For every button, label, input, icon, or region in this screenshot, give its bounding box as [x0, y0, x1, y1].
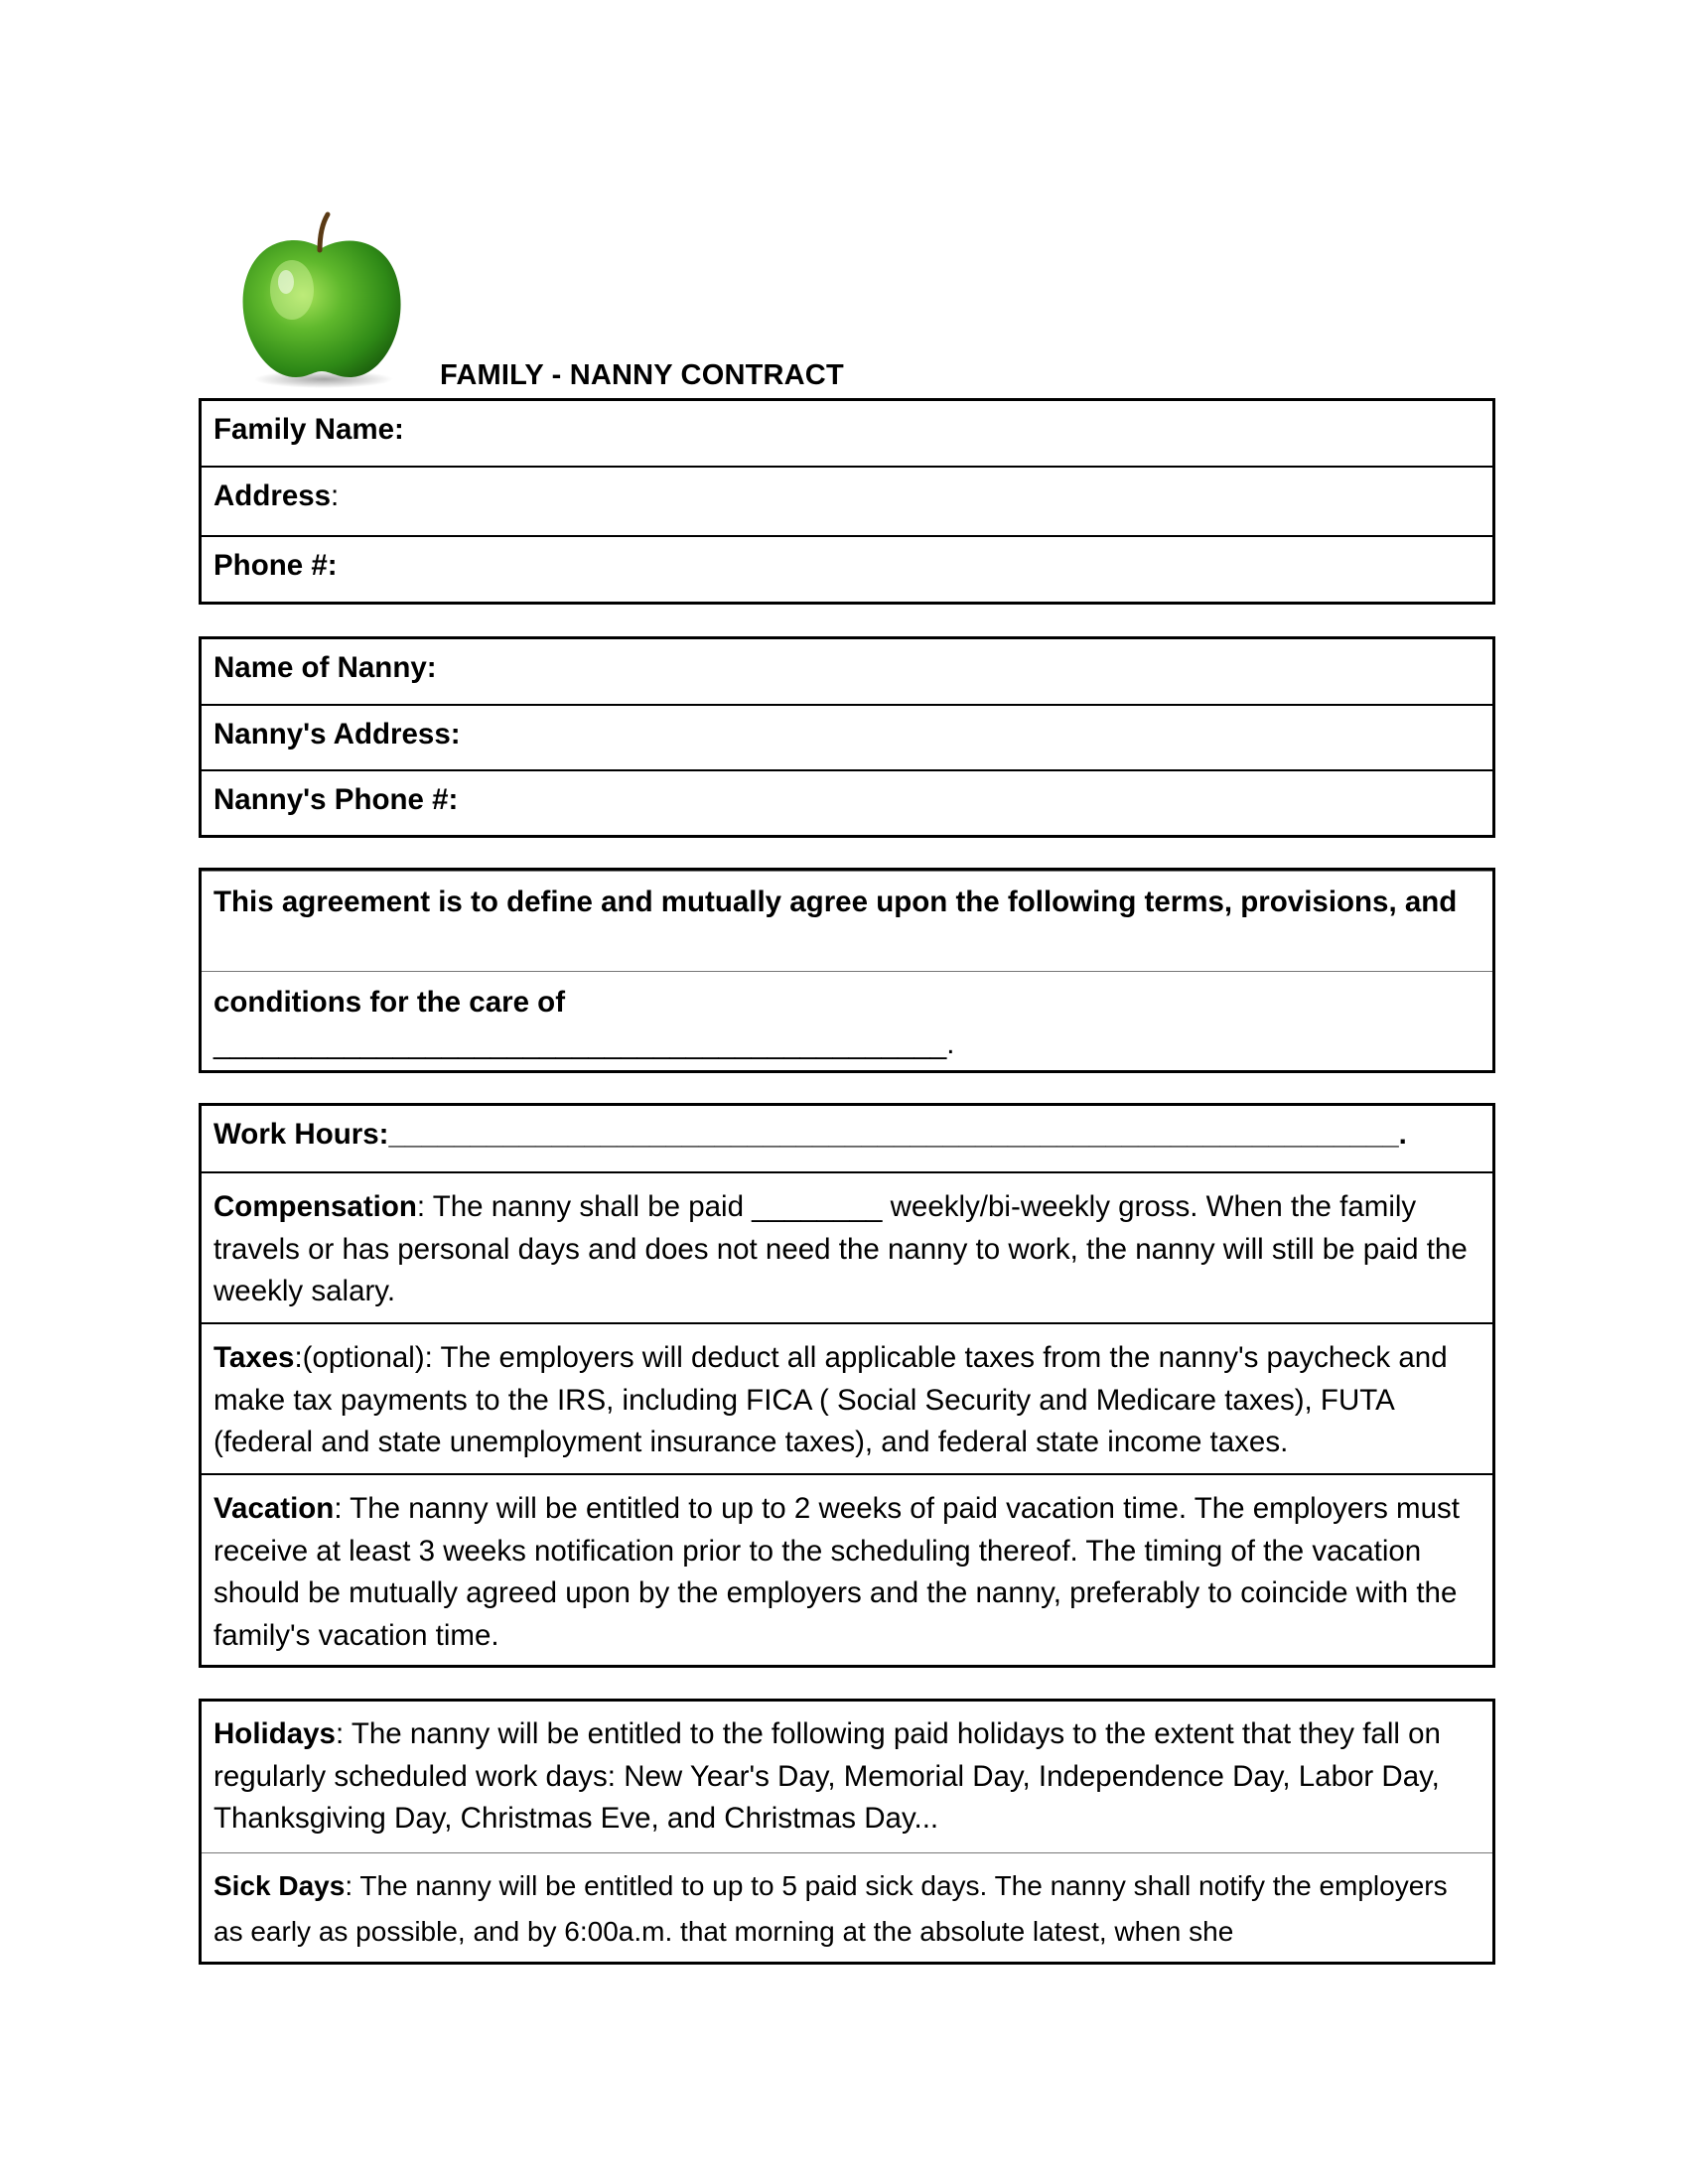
work-hours-row [202, 1106, 1492, 1171]
agreement-intro-text: This agreement is to define and mutually agree upon the following terms, provisions, and [213, 886, 1458, 918]
nanny-phone-label: Nanny's Phone #: [213, 783, 459, 816]
nanny-info-section [199, 636, 1495, 838]
family-phone-row [202, 535, 1492, 602]
family-info-section [199, 398, 1495, 605]
vacation-row [202, 1473, 1492, 1665]
family-address-row [202, 466, 1492, 535]
nanny-phone-row [202, 769, 1492, 835]
family-phone-label: Phone #: [213, 549, 338, 582]
compensation-text: : The nanny shall be paid ________ weekly/bi-weekly gross. When the family travels or has personal days and does not need the nanny to work, the nanny will still be paid the weekly salary. [213, 1190, 1468, 1307]
taxes-row [202, 1322, 1492, 1473]
vacation-label: Vacation [213, 1492, 335, 1525]
holidays-text: : The nanny will be entitled to the following paid holidays to the extent that they fall on regularly scheduled work days: New Year's Day, Memorial Day, Independence Day, Labor Day, Thanksgiving Day, Christmas Eve, and Christmas Day... [213, 1717, 1441, 1835]
compensation-row [202, 1171, 1492, 1322]
family-name-label: Family Name: [213, 413, 404, 446]
family-address-colon: : [331, 479, 340, 512]
nanny-address-row [202, 704, 1492, 769]
nanny-name-label: Name of Nanny: [213, 651, 437, 684]
work-hours-label: Work Hours: [213, 1118, 389, 1151]
work-hours-blank: ______________________________________________________________. [388, 1118, 1407, 1151]
vacation-text: : The nanny will be entitled to up to 2 weeks of paid vacation time. The employers must receive at least 3 weeks notification prior to the scheduling thereof. The timing of the vacation should be mutually agreed upon by the employers and the nanny, preferably to coincide with the family's vacation time. [213, 1492, 1460, 1652]
agreement-conditions-text: conditions for the care of [213, 986, 566, 1019]
holidays-row [202, 1702, 1492, 1852]
terms-section [199, 1103, 1495, 1668]
sick-days-text: : The nanny will be entitled to up to 5 paid sick days. The nanny shall notify the employers as early as possible, and by 6:00a.m. that morning at the absolute latest, when she [213, 1870, 1448, 1947]
holidays-label: Holidays [213, 1717, 336, 1750]
agreement-intro-row [202, 871, 1492, 971]
taxes-text: :(optional): The employers will deduct all applicable taxes from the nanny's paycheck and make tax payments to the IRS, including FICA ( Social Security and Medicare taxes), FUTA (federal and state unemployment insurance taxes), and federal state income taxes. [213, 1341, 1448, 1458]
agreement-conditions-row [202, 971, 1492, 1070]
family-address-label: Address [213, 479, 332, 512]
page-title: FAMILY - NANNY CONTRACT [440, 359, 844, 391]
children-names-blank: _____________________________________________. [213, 1027, 955, 1060]
nanny-address-label: Nanny's Address: [213, 718, 461, 751]
green-apple-icon [234, 208, 408, 392]
agreement-section [199, 868, 1495, 1073]
sick-days-label: Sick Days [213, 1870, 346, 1901]
benefits-section [199, 1699, 1495, 1965]
family-name-row [202, 401, 1492, 466]
nanny-name-row [202, 639, 1492, 704]
sick-days-row [202, 1852, 1492, 1962]
taxes-label: Taxes [213, 1341, 295, 1374]
compensation-label: Compensation [213, 1190, 417, 1223]
